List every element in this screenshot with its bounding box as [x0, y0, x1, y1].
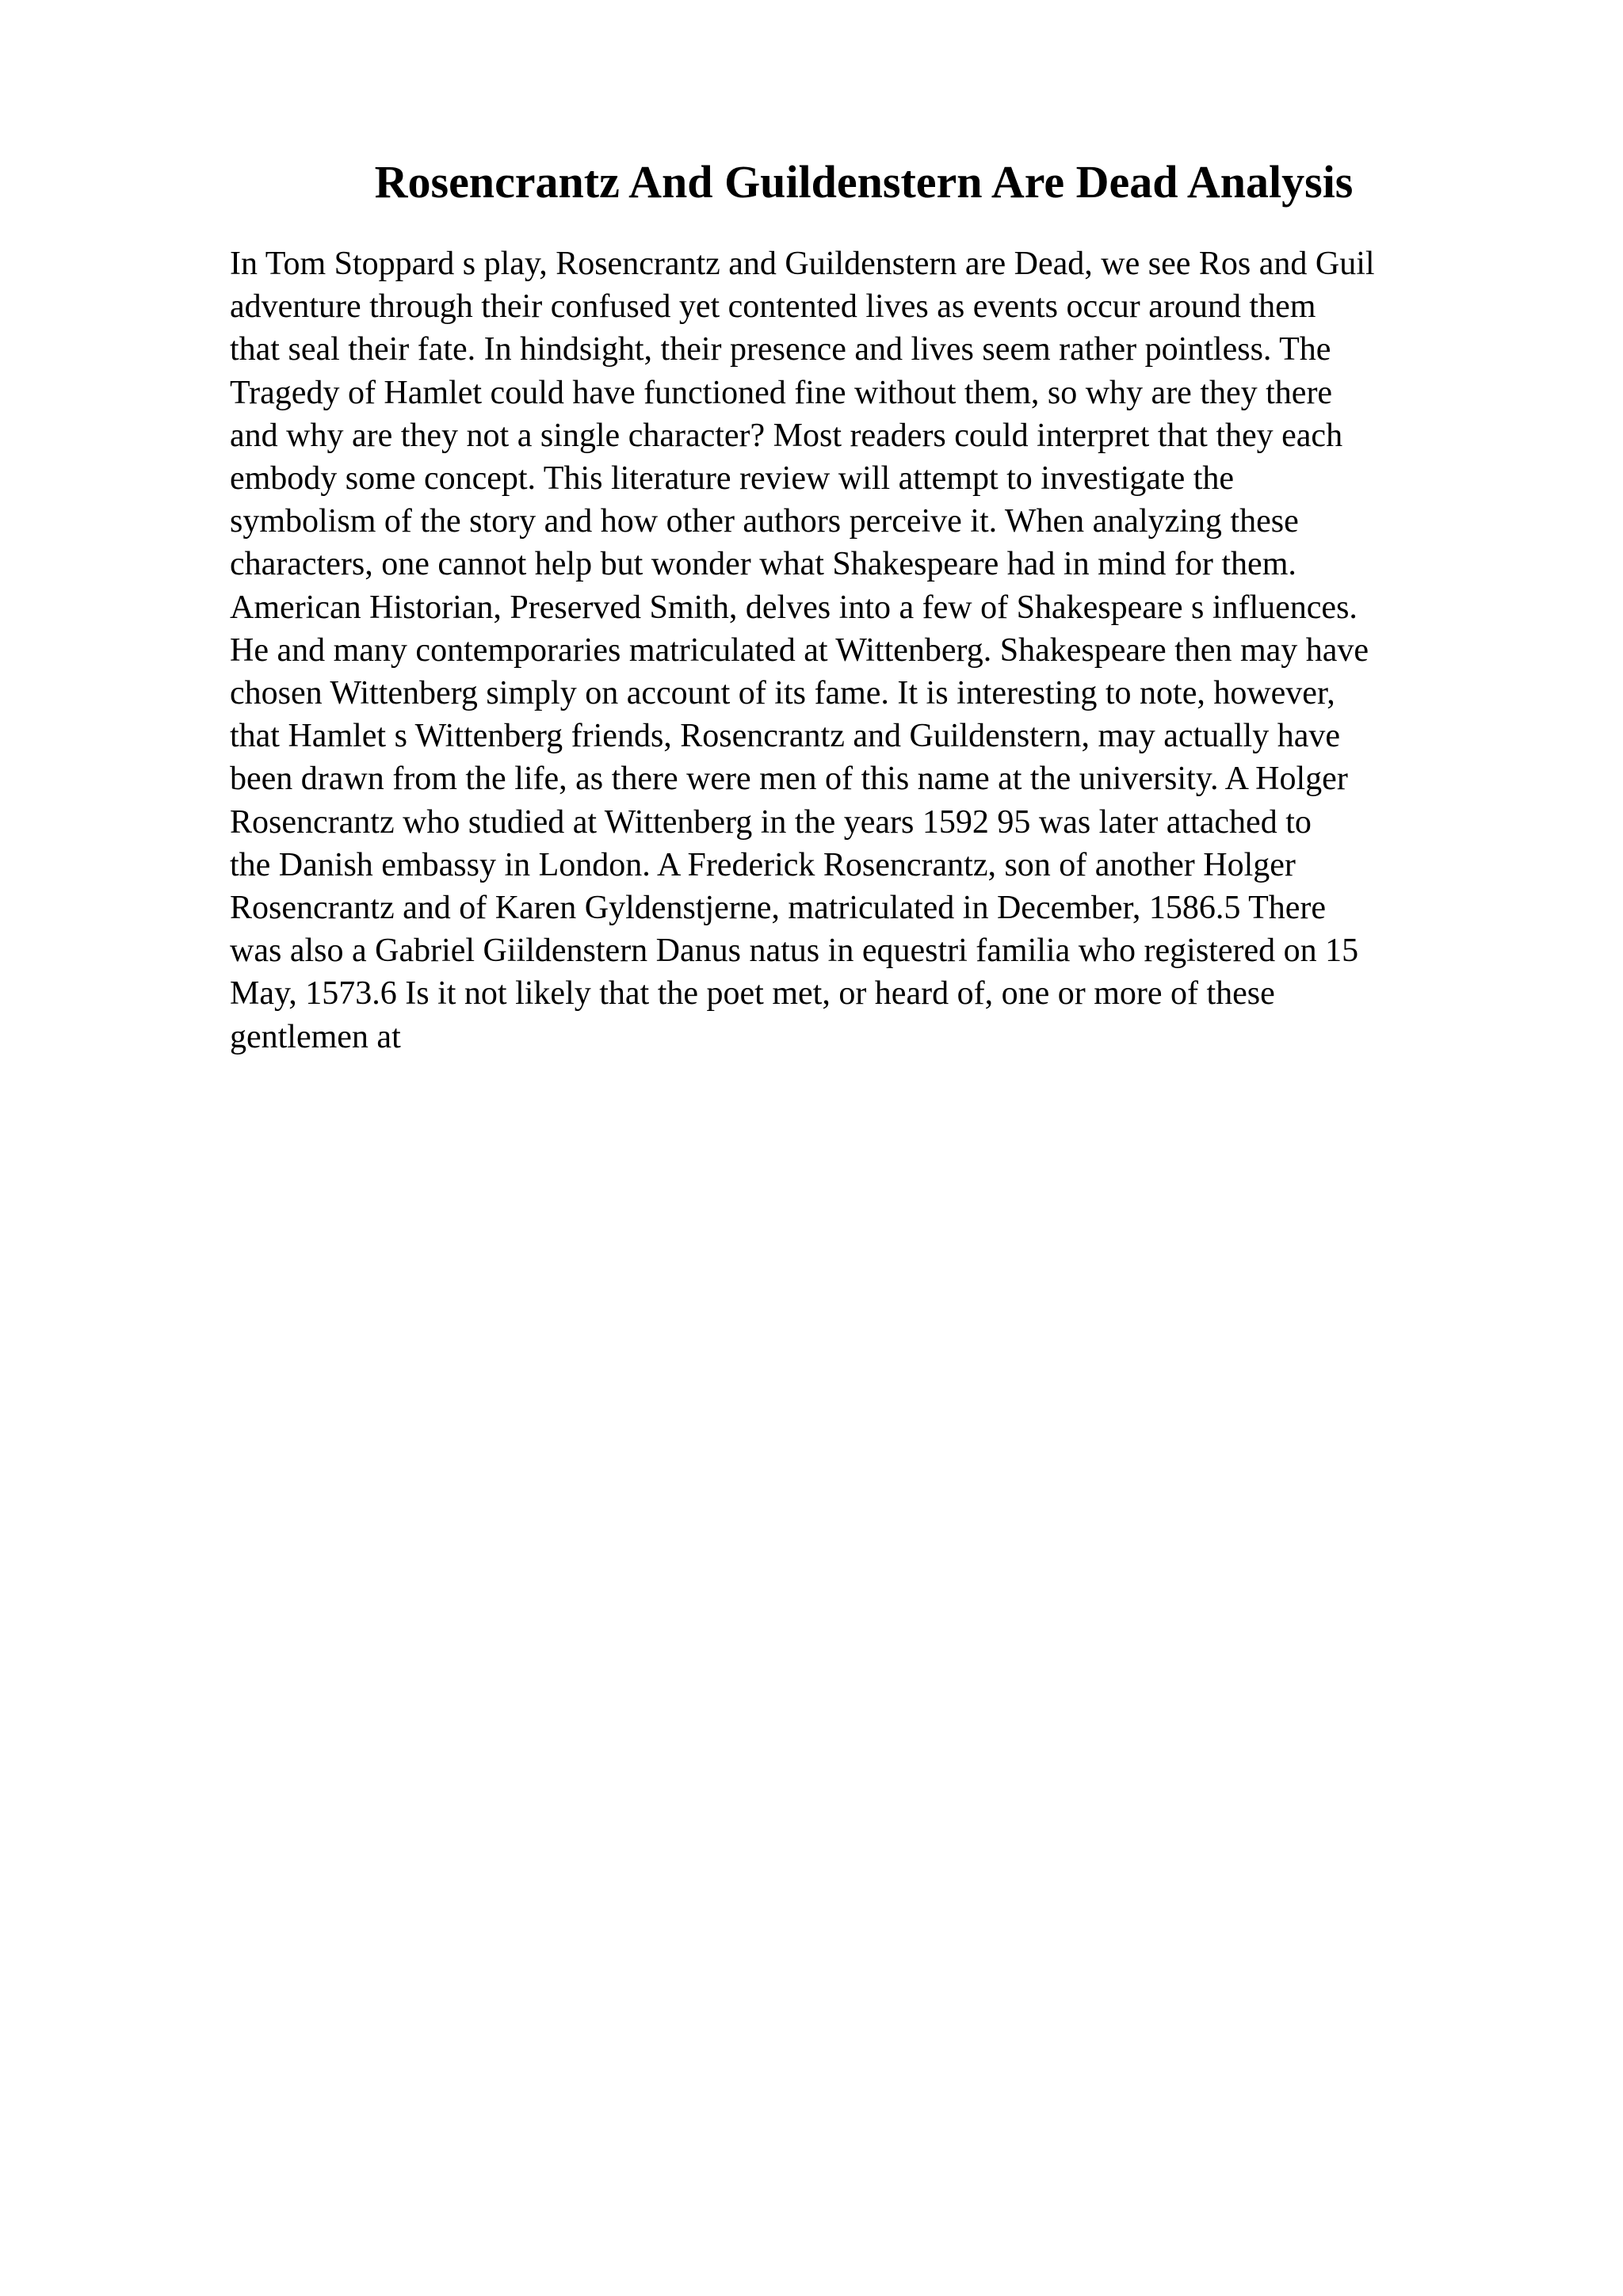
body-line: In Tom Stoppard s play, Rosencrantz and Guildenstern are Dead, we see Ros and Guil	[230, 246, 1375, 282]
body-line: American Historian, Preserved Smith, delves into a few of Shakespeare s influences.	[230, 589, 1358, 626]
body-line: Tragedy of Hamlet could have functioned fine without them, so why are they there	[230, 374, 1333, 411]
body-line: been drawn from the life, as there were men of this name at the university. A Holger	[230, 761, 1348, 798]
body-line: Rosencrantz who studied at Wittenberg in the years 1592 95 was later attached to	[230, 803, 1312, 841]
document-body	[230, 242, 1593, 1058]
body-line: symbolism of the story and how other authors perceive it. When analyzing these	[230, 503, 1299, 540]
body-line: the Danish embassy in London. A Frederick Rosencrantz, son of another Holger	[230, 846, 1296, 883]
body-line: that seal their fate. In hindsight, their presence and lives seem rather pointless. The	[230, 331, 1331, 368]
body-line: chosen Wittenberg simply on account of its fame. It is interesting to note, however,	[230, 675, 1335, 712]
body-line: adventure through their confused yet contented lives as events occur around them	[230, 288, 1316, 326]
body-line: Rosencrantz and of Karen Gyldenstjerne, matriculated in December, 1586.5 There	[230, 890, 1327, 927]
body-line: He and many contemporaries matriculated at Wittenberg. Shakespeare then may have	[230, 631, 1369, 669]
body-line: May, 1573.6 Is it not likely that the poet met, or heard of, one or more of these	[230, 975, 1275, 1013]
body-line: that Hamlet s Wittenberg friends, Rosencrantz and Guildenstern, may actually have	[230, 718, 1340, 755]
document-title: Rosencrantz And Guildenstern Are Dead Analysis	[374, 156, 1354, 208]
body-line: was also a Gabriel Giildenstern Danus natus in equestri familia who registered on 15	[230, 933, 1359, 970]
body-line: gentlemen at	[230, 1018, 401, 1055]
body-line: embody some concept. This literature review will attempt to investigate the	[230, 460, 1235, 498]
body-line: characters, one cannot help but wonder what Shakespeare had in mind for them.	[230, 546, 1296, 583]
body-line: and why are they not a single character? Most readers could interpret that they each	[230, 417, 1343, 454]
